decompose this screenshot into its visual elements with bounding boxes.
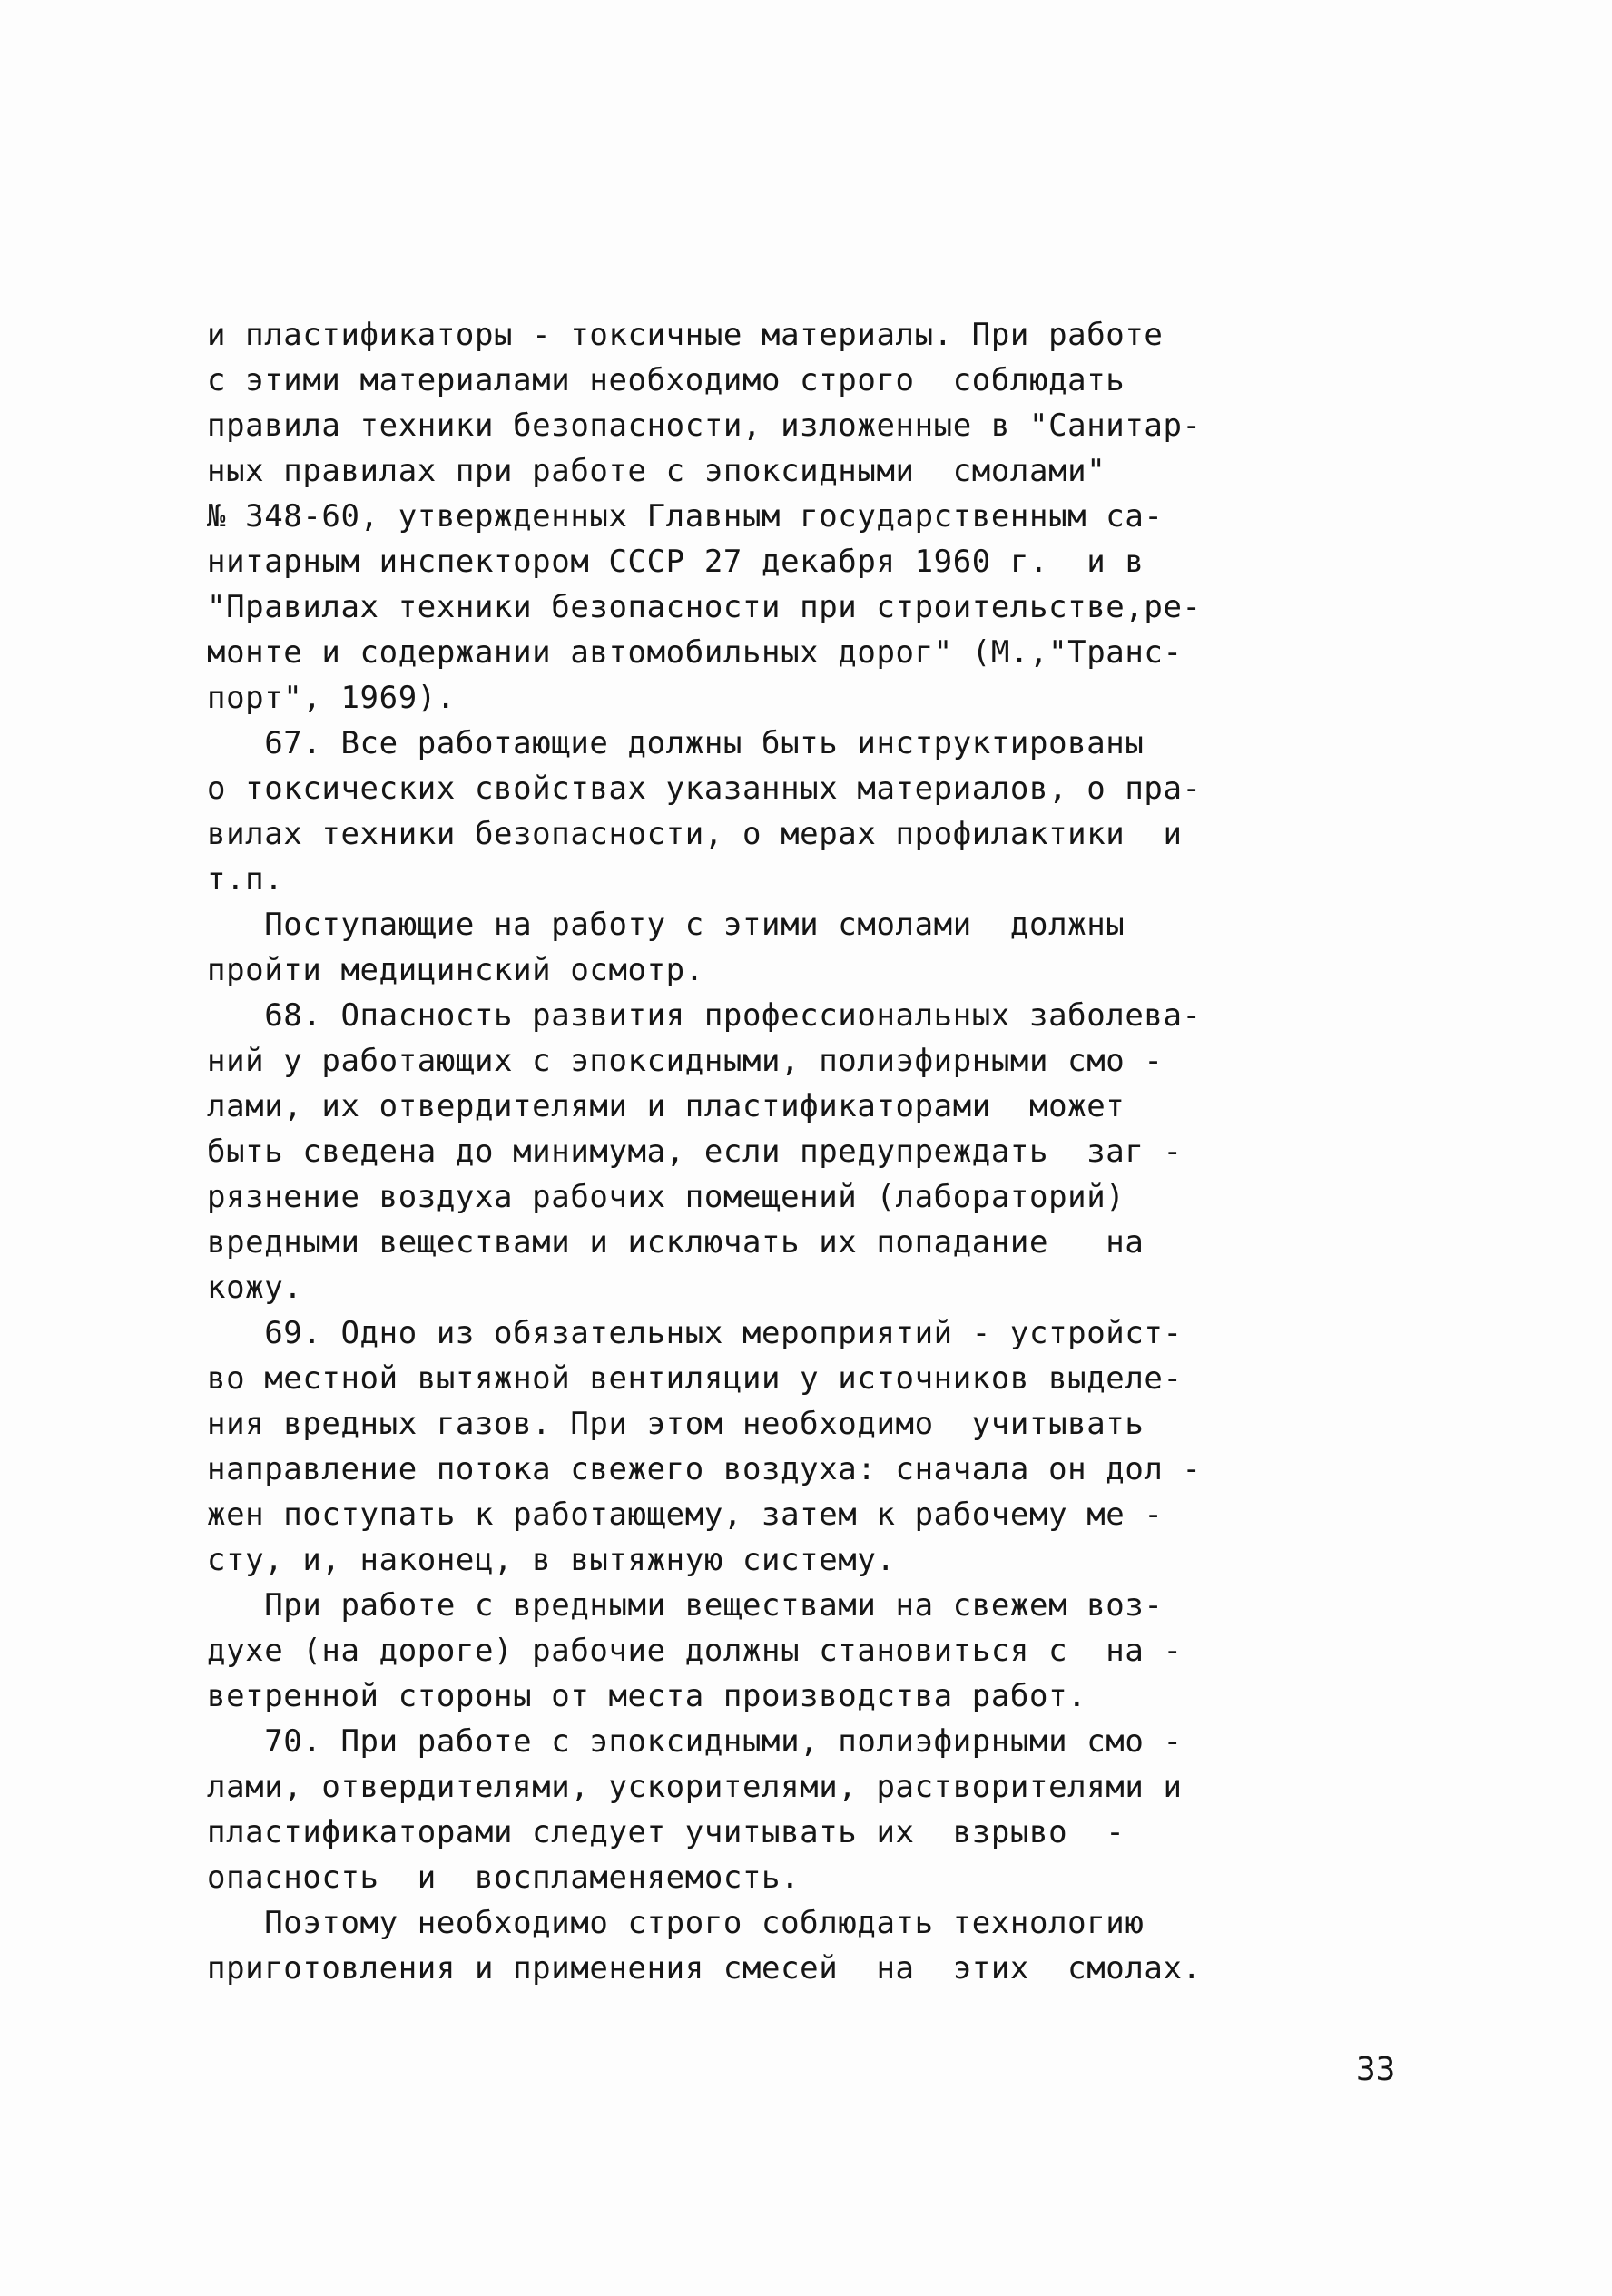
text-line: "Правилах техники безопасности при строительстве,ре-: [207, 589, 1202, 625]
text-line: направление потока свежего воздуха: сначала он дол -: [207, 1451, 1202, 1487]
text-line: и пластификаторы - токсичные материалы. При работе: [207, 317, 1164, 353]
text-line: 70. При работе с эпоксидными, полиэфирными смо -: [207, 1723, 1183, 1760]
text-line: ния вредных газов. При этом необходимо учитывать: [207, 1406, 1145, 1442]
text-line: монте и содержании автомобильных дорог" (М.,"Транс-: [207, 634, 1183, 671]
text-line: порт", 1969).: [207, 680, 456, 716]
text-line: вредными веществами и исключать их попадание на: [207, 1224, 1145, 1261]
text-line: нитарным инспектором СССР 27 декабря 1960 г. и в: [207, 544, 1145, 580]
text-line: ных правилах при работе с эпоксидными смолами": [207, 453, 1106, 489]
text-line: жен поступать к работающему, затем к рабочему ме -: [207, 1496, 1164, 1533]
text-line: 69. Одно из обязательных мероприятий - устройст-: [207, 1315, 1183, 1351]
text-line: лами, их отвердителями и пластификаторами может: [207, 1088, 1125, 1124]
text-line: духе (на дороге) рабочие должны становиться с на -: [207, 1633, 1183, 1669]
text-line: рязнение воздуха рабочих помещений (лабораторий): [207, 1179, 1125, 1215]
text-line: 67. Все работающие должны быть инструктированы: [207, 725, 1145, 761]
text-line: ветренной стороны от места производства работ.: [207, 1678, 1087, 1714]
text-line: о токсических свойствах указанных материалов, о пра-: [207, 770, 1202, 807]
text-line: ний у работающих с эпоксидными, полиэфирными смо -: [207, 1043, 1164, 1079]
text-line: пройти медицинский осмотр.: [207, 952, 704, 988]
text-line: сту, и, наконец, в вытяжную систему.: [207, 1542, 896, 1578]
text-line: вилах техники безопасности, о мерах профилактики и: [207, 816, 1183, 852]
text-line: приготовления и применения смесей на этих смолах.: [207, 1950, 1202, 1987]
text-line: пластификаторами следует учитывать их взрыво -: [207, 1814, 1125, 1850]
text-line: кожу.: [207, 1270, 303, 1306]
text-line: При работе с вредными веществами на свежем воз-: [207, 1587, 1164, 1624]
text-line: Поступающие на работу с этими смолами должны: [207, 907, 1125, 943]
body-text: [207, 312, 1405, 1991]
text-line: лами, отвердителями, ускорителями, растворителями и: [207, 1769, 1183, 1805]
text-line: во местной вытяжной вентиляции у источников выделе-: [207, 1360, 1183, 1397]
text-line: опасность и воспламеняемость.: [207, 1859, 801, 1896]
text-line: с этими материалами необходимо строго соблюдать: [207, 362, 1125, 398]
text-line: быть сведена до минимума, если предупреждать заг -: [207, 1133, 1183, 1170]
page-number: 33: [1356, 2051, 1396, 2088]
text-line: № 348-60, утвержденных Главным государственным са-: [207, 498, 1164, 535]
text-line: т.п.: [207, 861, 284, 898]
text-line: правила техники безопасности, изложенные в "Санитар-: [207, 407, 1202, 444]
text-line: Поэтому необходимо строго соблюдать технологию: [207, 1905, 1145, 1941]
text-line: 68. Опасность развития профессиональных заболева-: [207, 997, 1202, 1034]
